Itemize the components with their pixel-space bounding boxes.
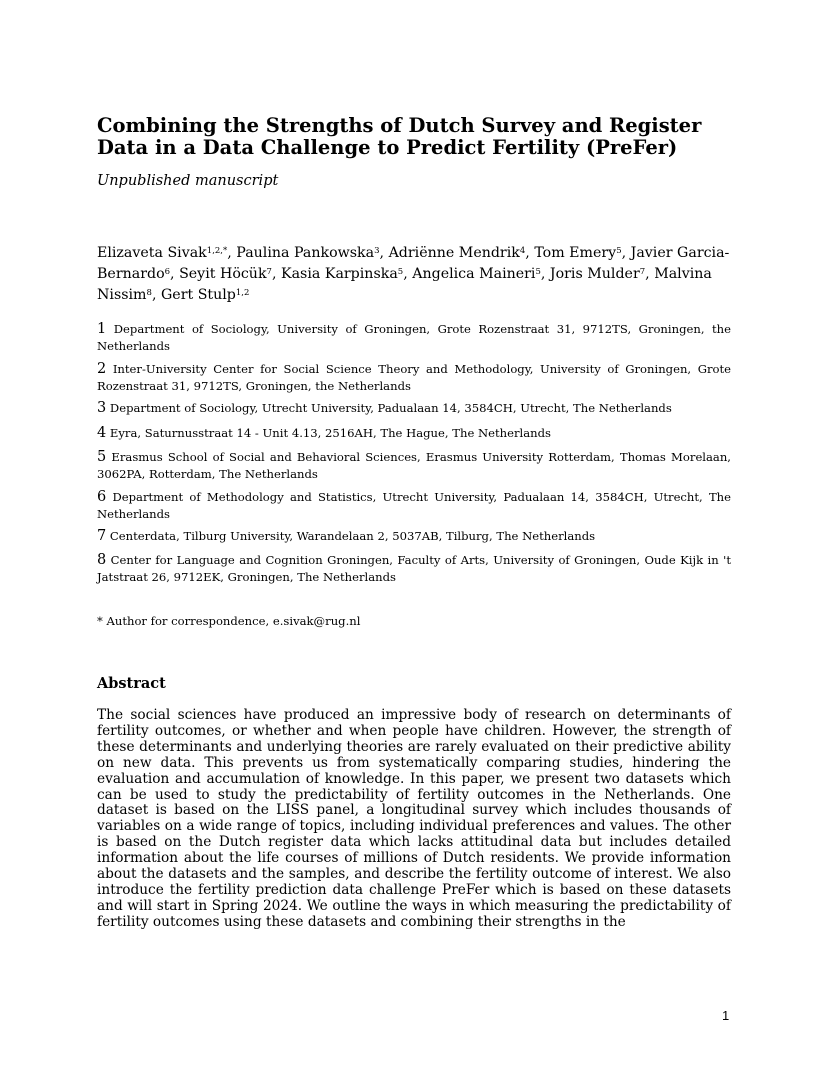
abstract-heading: Abstract (97, 675, 166, 692)
paper-subtitle: Unpublished manuscript (97, 173, 279, 189)
author-affiliation-marker: 1,2 (235, 288, 250, 298)
page-number: 1 (722, 1008, 730, 1023)
author-name: Seyit Höcük (179, 266, 267, 282)
affiliation-4: 4 Eyra, Saturnusstraat 14 - Unit 4.13, 2516AH, The Hague, The Netherlands (97, 425, 551, 441)
affiliation-2: 2 Inter-University Center for Social Science Theory and Methodology, University of Groningen, Grote Rozenstraat 31, 9712TS, Groningen, the Netherlands (97, 361, 732, 393)
author-name: Kasia Karpinska (281, 266, 398, 282)
affiliation-3: 3 Department of Sociology, Utrecht University, Padualaan 14, 3584CH, Utrecht, The Netherlands (97, 400, 672, 416)
affiliation-8: 8 Center for Language and Cognition Groningen, Faculty of Arts, University of Groningen, Oude Kijk in 't Jatstraat 26, 9712EK, Groningen, The Netherlands (97, 552, 732, 584)
author-affiliation-marker: 6 (164, 267, 171, 277)
author-name: Malvina Nissim (97, 266, 712, 303)
author-affiliation-marker: 7 (266, 267, 272, 277)
author-affiliation-marker: 8 (146, 288, 152, 298)
paper-title: Combining the Strengths of Dutch Survey and Register Data in a Data Challenge to Predict Fertility (PreFer) (97, 114, 702, 159)
author-affiliation-marker: 1,2,* (206, 246, 228, 256)
author-affiliation-marker: 4 (519, 246, 526, 256)
author-name: Javier Garcia-Bernardo (97, 245, 730, 282)
author-name: Gert Stulp (160, 287, 236, 303)
abstract-body: The social sciences have produced an impressive body of research on determinants of fertility outcomes, or whether and when people have children. However, the strength of these determinants and underlying theories are rarely evaluated on their predictive ability on new data. This prevents us from systematically comparing studies, hindering the evaluation and accumulation of knowledge. In this paper, we present two datasets which can be used to study the predictability of fertility outcomes in the Netherlands. One dataset is based on the LISS panel, a longitudinal survey which includes thousands of variables on a wide range of topics, including individual preferences and values. The other is based on the Dutch register data which lacks attitudinal data but includes detailed information about the life courses of millions of Dutch residents. We provide information about the datasets and the samples, and describe the fertility outcome of interest. We also introduce the fertility prediction data challenge PreFer which is based on these datasets and will start in Spring 2024. We outline the ways in which measuring the predictability of fertility outcomes using these datasets and combining their strengths in the (97, 707, 731, 930)
author-name: Joris Mulder (549, 266, 640, 282)
author-name: Tom Emery (534, 245, 617, 261)
correspondence-note: * Author for correspondence, e.sivak@rug.nl (97, 614, 361, 628)
author-affiliation-marker: 5 (616, 246, 622, 256)
author-name: Paulina Pankowska (236, 245, 375, 261)
affiliation-5: 5 Erasmus School of Social and Behavioral Sciences, Erasmus University Rotterdam, Thomas Morelaan, 3062PA, Rotterdam, The Netherlands (97, 449, 731, 481)
author-name: Elizaveta Sivak (97, 245, 207, 261)
author-list: Elizaveta Sivak$^{1,2,*}$, Paulina Pankowska$^3$, Adriënne Mendrik$^4$, Tom Emery$^5$, Javier Garcia-Bernardo$^6$, Seyit Höcük$^7$, Kasia Karpinska$^5$, Angelica Maineri$^5$, Joris Mulder$^7$, Malvina Nissim$^8$, Gert Stulp$^{1,2}$ (97, 245, 730, 303)
affiliation-7: 7 Centerdata, Tilburg University, Warandelaan 2, 5037AB, Tilburg, The Netherlands (97, 528, 596, 544)
author-name: Angelica Maineri (412, 266, 536, 282)
author-affiliation-marker: 3 (374, 246, 380, 256)
author-affiliation-marker: 5 (535, 267, 541, 277)
affiliation-6: 6 Department of Methodology and Statistics, Utrecht University, Padualaan 14, 3584CH, Utrecht, The Netherlands (97, 489, 732, 521)
affiliation-1: 1 Department of Sociology, University of Groningen, Grote Rozenstraat 31, 9712TS, Groningen, the Netherlands (97, 321, 732, 353)
author-affiliation-marker: 7 (639, 267, 646, 277)
author-affiliation-marker: 5 (397, 267, 404, 277)
author-name: Adriënne Mendrik (388, 245, 520, 261)
